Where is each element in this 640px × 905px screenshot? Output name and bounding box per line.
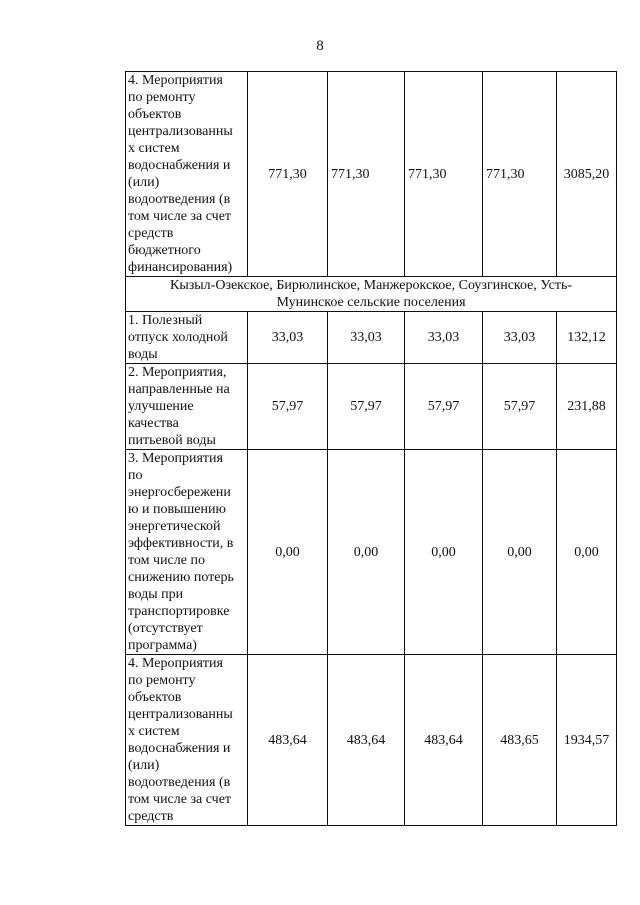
page-number: 8 <box>316 38 324 54</box>
value-cell: 3085,20 <box>557 72 617 277</box>
value-cell: 771,30 <box>248 72 328 277</box>
value-cell: 0,00 <box>405 450 483 655</box>
value-cell: 1934,57 <box>557 655 617 826</box>
value-cell: 33,03 <box>483 312 557 364</box>
value-cell: 57,97 <box>405 364 483 450</box>
value-cell: 771,30 <box>405 72 483 277</box>
value-cell: 483,64 <box>248 655 328 826</box>
value-cell: 57,97 <box>328 364 405 450</box>
value-cell: 0,00 <box>248 450 328 655</box>
value-cell: 483,65 <box>483 655 557 826</box>
row-label: 4. Мероприятия по ремонту объектов централизованны х систем водоснабжения и (или) водоотведения (в том числе за счет средств бюджетного финансирования) <box>126 72 248 277</box>
table-row <box>126 364 617 450</box>
row-label: 3. Мероприятия по энергосбережени ю и повышению энергетической эффективности, в том числе по снижению потерь воды при транспортировке (отсутствует программа) <box>126 450 248 655</box>
table-row <box>126 312 617 364</box>
value-cell: 483,64 <box>405 655 483 826</box>
value-cell: 57,97 <box>248 364 328 450</box>
value-cell: 57,97 <box>483 364 557 450</box>
value-cell: 231,88 <box>557 364 617 450</box>
value-cell: 771,30 <box>328 72 405 277</box>
table-row <box>126 655 617 826</box>
table-row <box>126 450 617 655</box>
value-cell: 771,30 <box>483 72 557 277</box>
value-cell: 33,03 <box>405 312 483 364</box>
value-cell: 483,64 <box>328 655 405 826</box>
row-label: 4. Мероприятия по ремонту объектов централизованны х систем водоснабжения и (или) водоотведения (в том числе за счет средств <box>126 655 248 826</box>
section-row <box>126 277 617 312</box>
data-table <box>125 71 617 826</box>
table-row <box>126 72 617 277</box>
value-cell: 0,00 <box>557 450 617 655</box>
value-cell: 0,00 <box>328 450 405 655</box>
section-title: Кызыл-Озекское, Бирюлинское, Манжерокское, Соузгинское, Усть- Мунинское сельские поселения <box>126 277 617 312</box>
value-cell: 132,12 <box>557 312 617 364</box>
value-cell: 0,00 <box>483 450 557 655</box>
row-label: 2. Мероприятия, направленные на улучшение качества питьевой воды <box>126 364 248 450</box>
value-cell: 33,03 <box>328 312 405 364</box>
value-cell: 33,03 <box>248 312 328 364</box>
row-label: 1. Полезный отпуск холодной воды <box>126 312 248 364</box>
